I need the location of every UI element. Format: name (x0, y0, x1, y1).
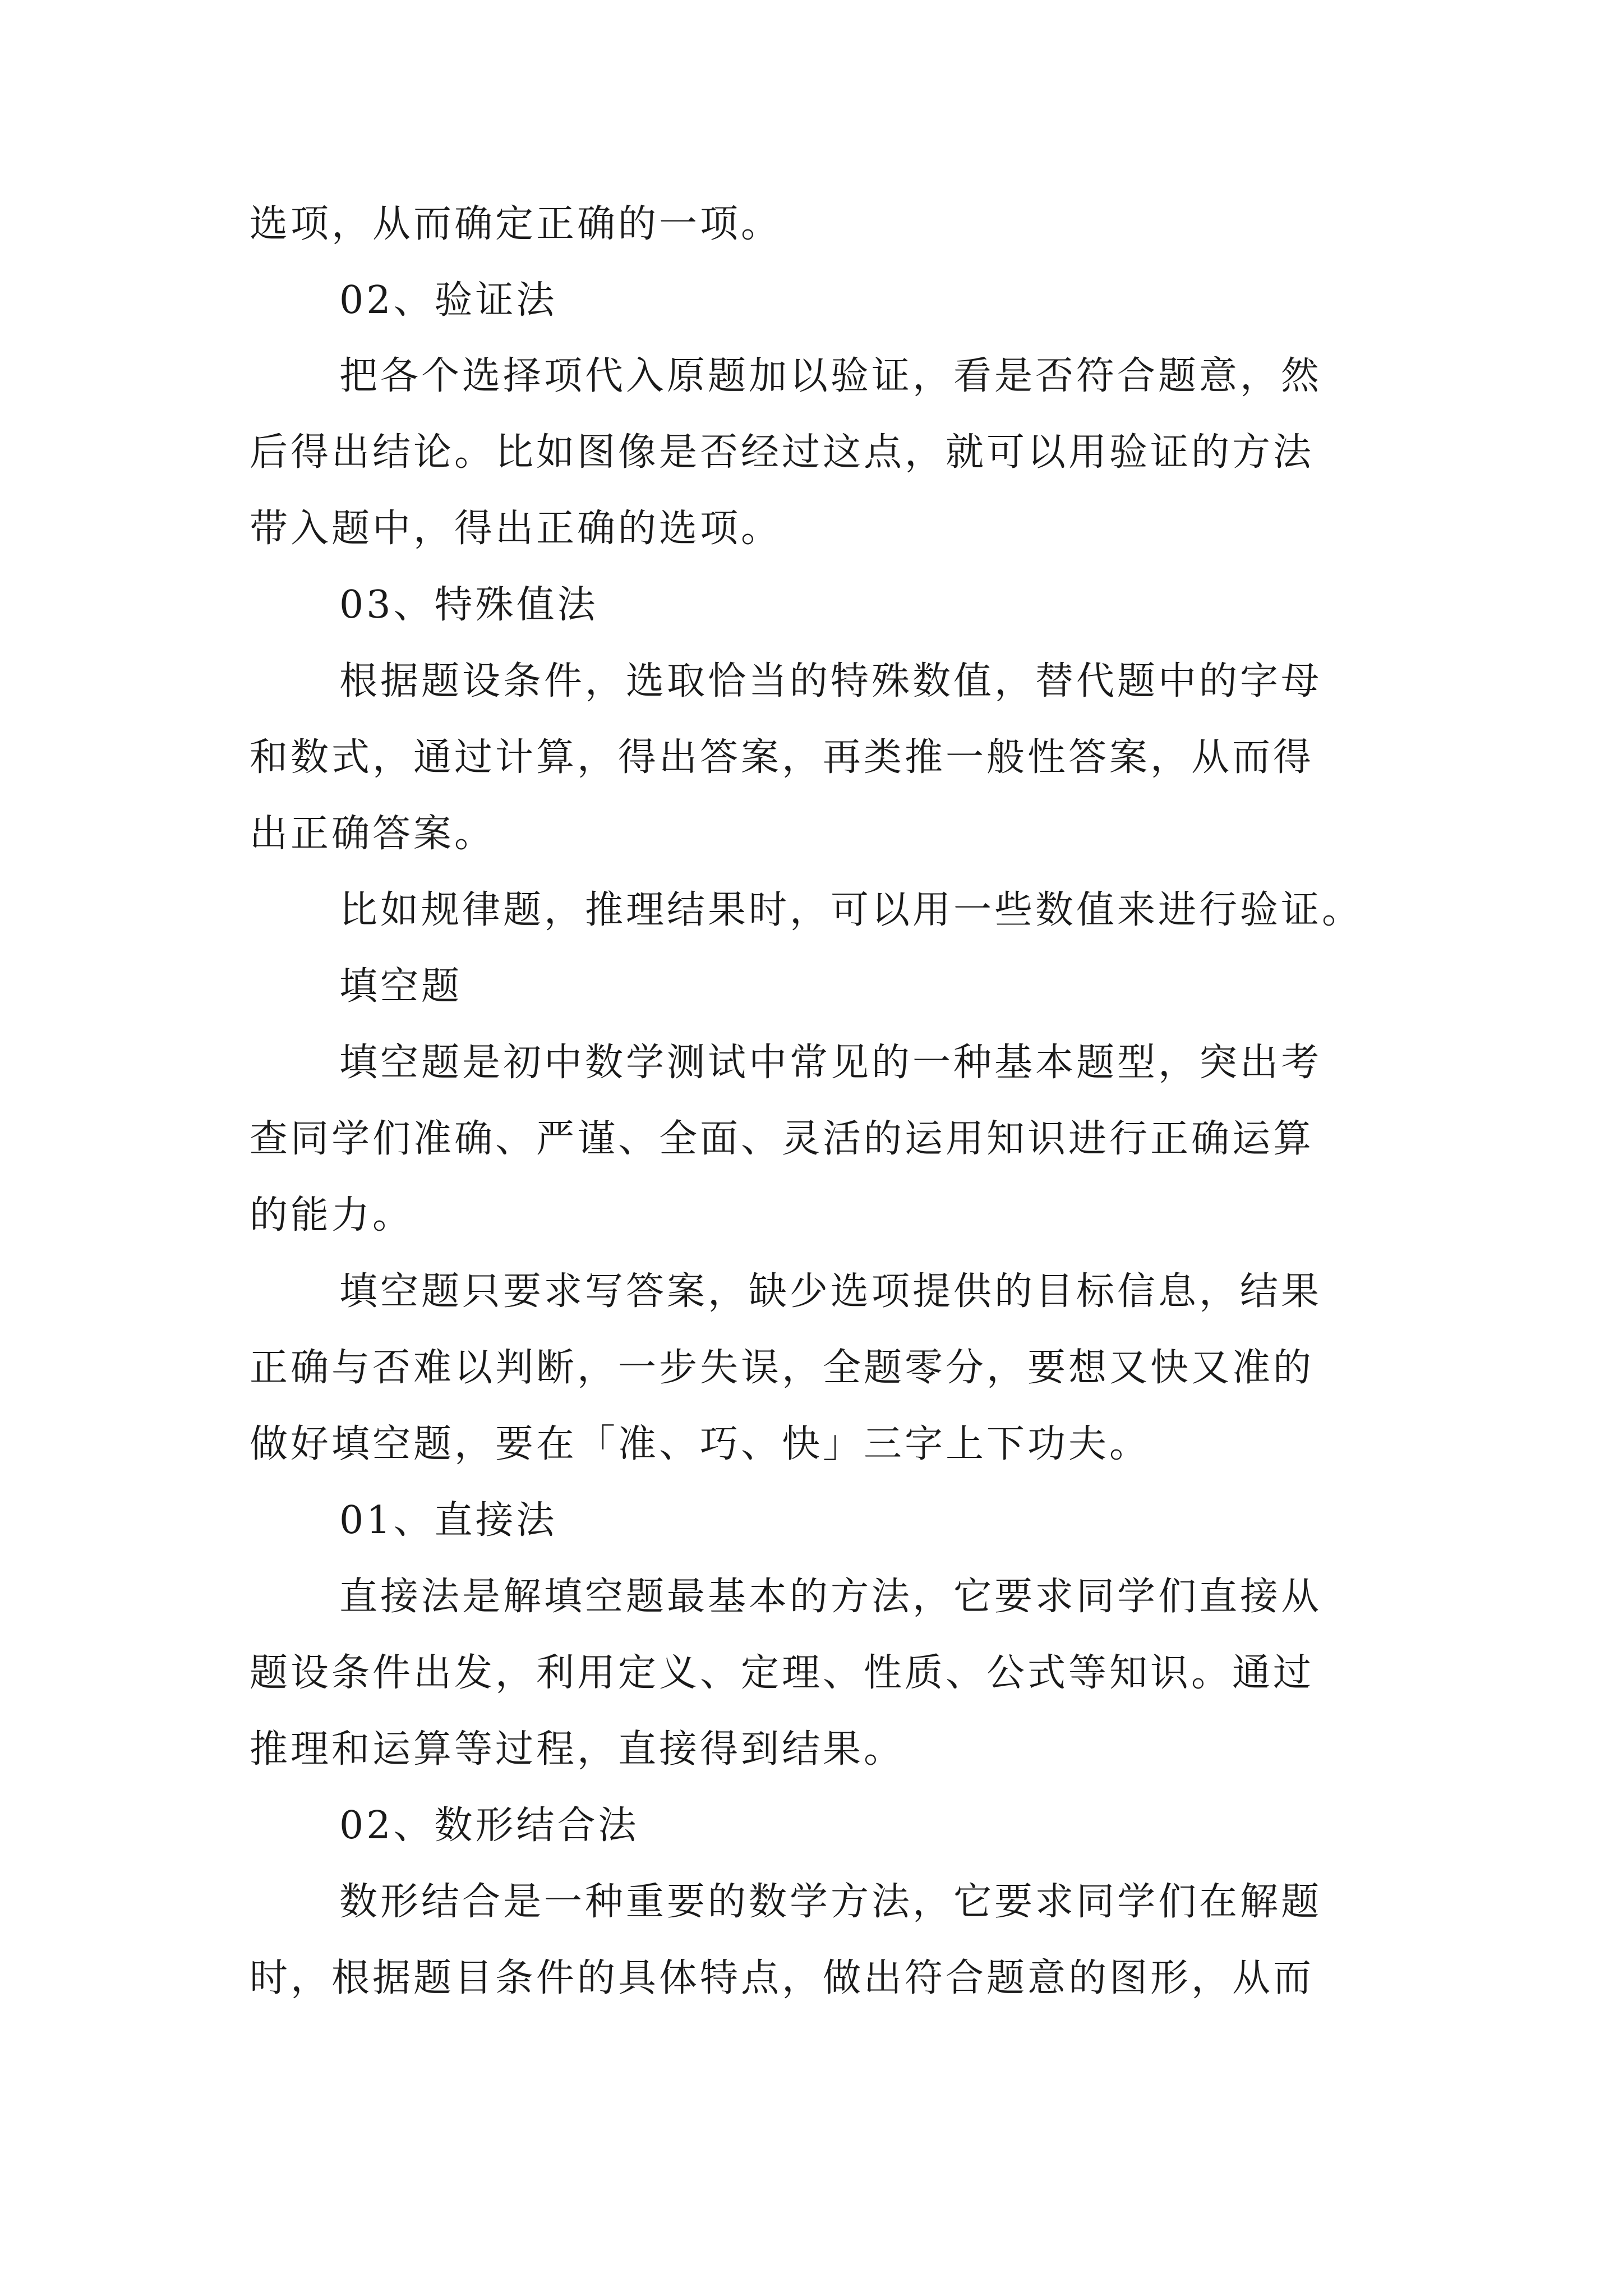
paragraph-line: 推理和运算等过程，直接得到结果。 (250, 1727, 905, 1772)
paragraph-line: 把各个选择项代入原题加以验证，看是否符合题意，然 (339, 354, 1322, 398)
paragraph-line: 选项，从而确定正确的一项。 (250, 202, 782, 246)
section-heading: 填空题 (339, 964, 463, 1009)
paragraph-line: 正确与否难以判断，一步失误，全题零分，要想又快又准的 (250, 1346, 1315, 1390)
paragraph-line: 做好填空题，要在「准、巧、快」三字上下功夫。 (250, 1422, 1151, 1466)
section-heading: 03、特殊值法 (339, 583, 598, 627)
paragraph-line: 和数式，通过计算，得出答案，再类推一般性答案，从而得 (250, 735, 1315, 780)
paragraph-line: 查同学们准确、严谨、全面、灵活的运用知识进行正确运算 (250, 1117, 1315, 1161)
paragraph-line: 填空题只要求写答案，缺少选项提供的目标信息，结果 (339, 1269, 1322, 1314)
section-heading: 02、验证法 (339, 278, 557, 323)
paragraph-line: 出正确答案。 (250, 812, 496, 856)
section-heading: 01、直接法 (339, 1498, 557, 1543)
paragraph-line: 填空题是初中数学测试中常见的一种基本题型，突出考 (339, 1041, 1322, 1085)
paragraph-line: 比如规律题，推理结果时，可以用一些数值来进行验证。 (339, 888, 1363, 932)
paragraph-line: 带入题中，得出正确的选项。 (250, 507, 782, 551)
paragraph-line: 根据题设条件，选取恰当的特殊数值，替代题中的字母 (339, 659, 1322, 703)
paragraph-line: 数形结合是一种重要的数学方法，它要求同学们在解题 (339, 1880, 1322, 1924)
paragraph-line: 后得出结论。比如图像是否经过这点，就可以用验证的方法 (250, 430, 1315, 475)
paragraph-line: 题设条件出发，利用定义、定理、性质、公式等知识。通过 (250, 1651, 1315, 1695)
paragraph-line: 的能力。 (250, 1193, 414, 1237)
paragraph-line: 时，根据题目条件的具体特点，做出符合题意的图形，从而 (250, 1956, 1315, 2000)
section-heading: 02、数形结合法 (339, 1803, 639, 1848)
paragraph-line: 直接法是解填空题最基本的方法，它要求同学们直接从 (339, 1575, 1322, 1619)
